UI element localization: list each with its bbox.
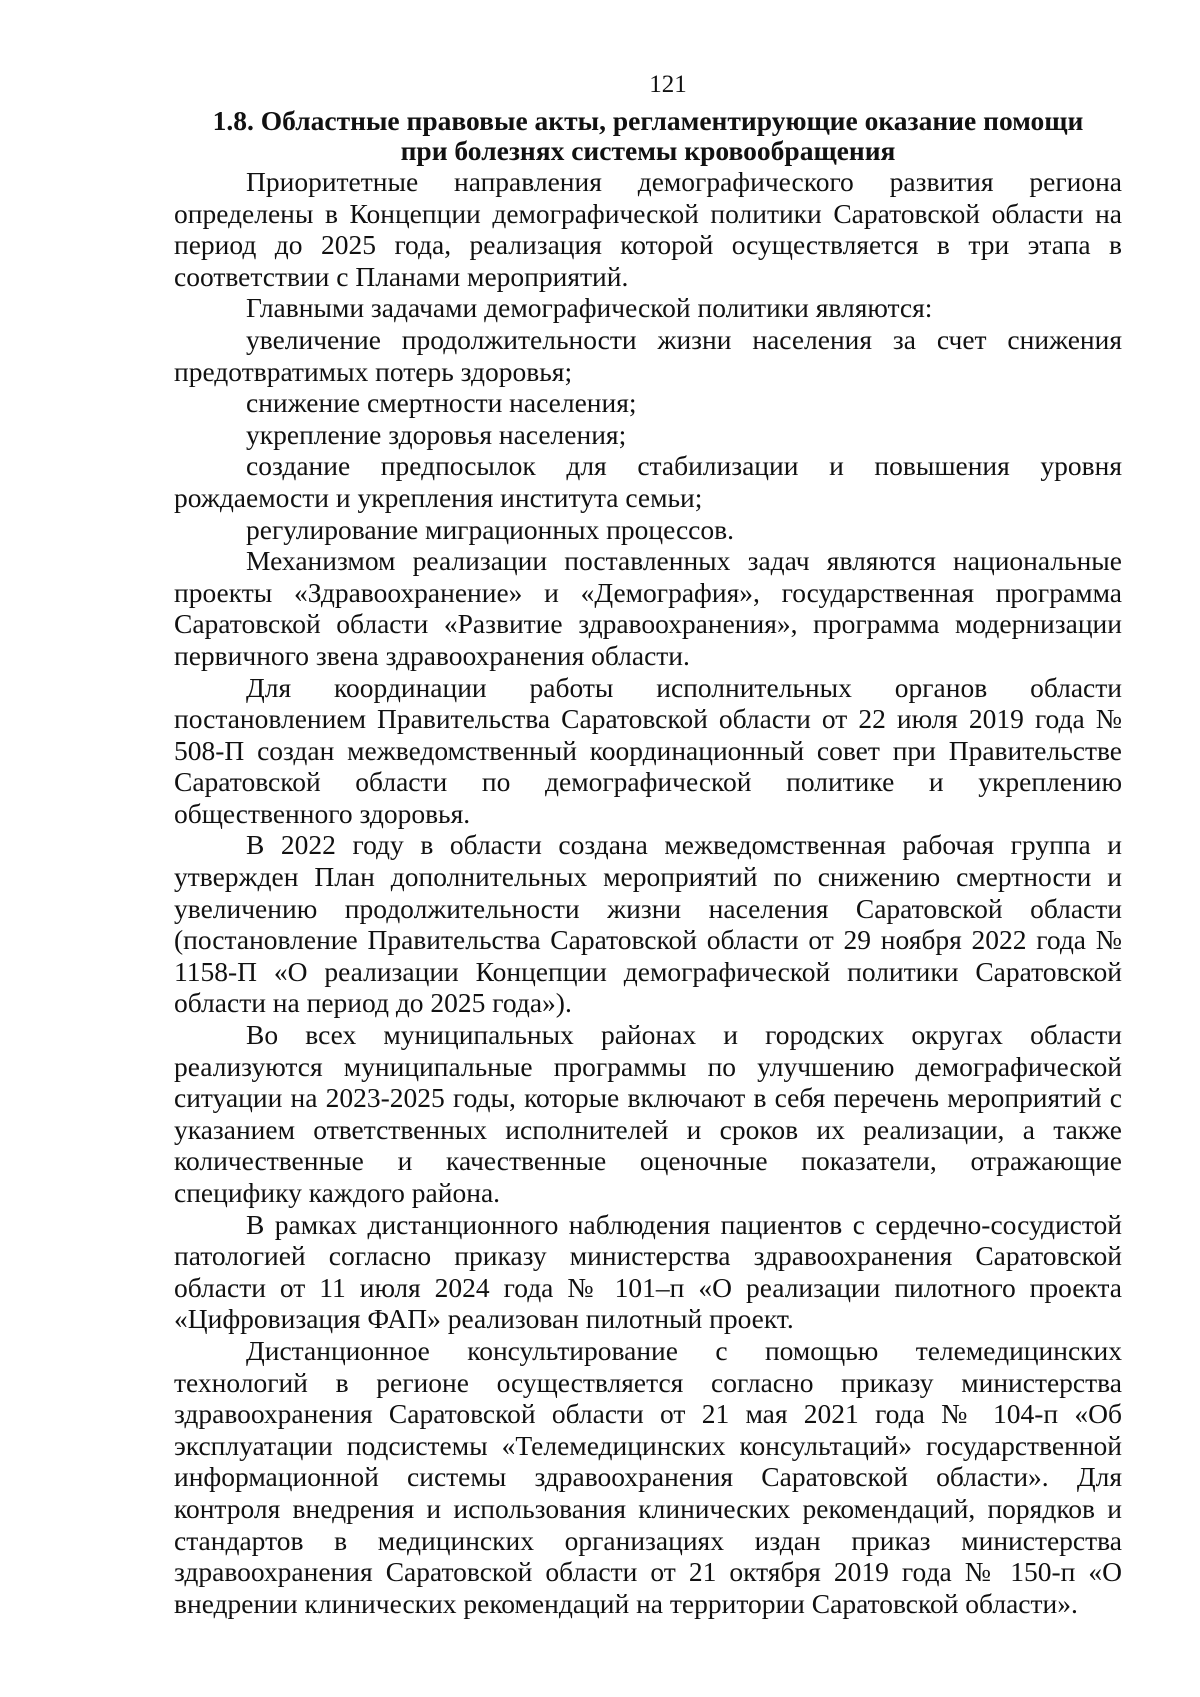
list-item-life-expectancy: увеличение продолжительности жизни населения за счет снижения предотвратимых потерь здоровья; [174,323,1122,387]
body-text [174,166,1122,1619]
paragraph-coordination-council: Для координации работы исполнительных органов области постановлением Правительства Саратовской области от 22 июля 2019 года № 508-П создан межведомственный координационный совет при Правительстве Саратовской области по демографической политике и укреплению общественного здоровья. [174,671,1122,829]
paragraph-demographic-priorities: Приоритетные направления демографического развития региона определены в Концепции демографической политики Саратовской области на период до 2025 года, реализация которой осуществляется в три этапа в соответствии с Планами мероприятий. [174,166,1122,292]
list-item-health: укрепление здоровья населения; [246,418,627,450]
list-item-migration: регулирование миграционных процессов. [246,513,734,545]
list-item-birth-rate: создание предпосылок для стабилизации и повышения уровня рождаемости и укрепления института семьи; [174,450,1122,513]
section-title-line-2: при болезнях системы кровообращения [400,135,896,166]
paragraph-telemedicine: Дистанционное консультирование с помощью телемедицинских технологий в регионе осуществляется согласно приказу министерства здравоохранения Саратовской области от 21 мая 2021 года № 104-п «Об эксплуатации подсистемы «Телемедицинских консультаций» государственной информационной системы здравоохранения Саратовской области». Для контроля внедрения и использования клинических рекомендаций, порядков и стандартов в медицинских организациях издан приказ министерства здравоохранения Саратовской области от 21 октября 2019 года № 150-п «О внедрении клинических рекомендаций на территории Саратовской области». [174,1334,1122,1619]
section-title [174,106,1122,166]
page-number: 121 [649,71,687,98]
list-item-mortality: снижение смертности населения; [246,387,637,419]
paragraph-municipal-programs: Во всех муниципальных районах и городских округах области реализуются муниципальные программы по улучшению демографической ситуации на 2023-2025 годы, которые включают в себя перечень мероприятий с указанием ответственных исполнителей и сроков их реализации, а также количественные и качественные оценочные показатели, отражающие специфику каждого района. [174,1019,1122,1208]
document-page [174,70,1122,1619]
section-title-line-1: 1.8. Областные правовые акты, регламентирующие оказание помощи [212,105,1084,136]
paragraph-main-tasks-intro: Главными задачами демографической политики являются: [246,292,933,324]
paragraph-working-group-2022: В 2022 году в области создана межведомственная рабочая группа и утвержден План дополнительных мероприятий по снижению смертности и увеличению продолжительности жизни населения Саратовской области (постановление Правительства Саратовской области от 29 ноября 2022 года № 1158-П «О реализации Концепции демографической политики Саратовской области на период до 2025 года»). [174,829,1122,1019]
paragraph-remote-monitoring: В рамках дистанционного наблюдения пациентов с сердечно-сосудистой патологией согласно приказу министерства здравоохранения Саратовской области от 11 июля 2024 года № 101–п «О реализации пилотного проекта «Цифровизация ФАП» реализован пилотный проект. [174,1208,1122,1335]
paragraph-implementation-mechanism: Механизмом реализации поставленных задач являются национальные проекты «Здравоохранение» и «Демография», государственная программа Саратовской области «Развитие здравоохранения», программа модернизации первичного звена здравоохранения области. [174,545,1122,671]
